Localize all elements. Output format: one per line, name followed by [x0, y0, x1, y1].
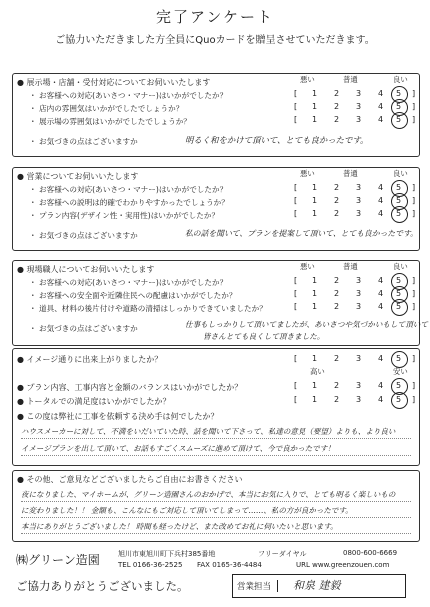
question: ● トータルでの満足度はいかがでしたか？ [17, 397, 171, 406]
question: ・ お客様への対応(あいさつ・マナー)はいかがでしたか？ [29, 185, 228, 194]
rating-option-1: 1 [312, 302, 318, 311]
question: ・ お客様への対応(あいさつ・マナー)はいかがでしたか？ [29, 278, 228, 287]
rating-option-5: 5 [396, 115, 402, 124]
comment-label: ・ お気づきの点はございますか [29, 137, 138, 146]
answer-line [21, 517, 411, 518]
rating-option-5: 5 [396, 196, 402, 205]
bracket-open: [ [294, 302, 298, 311]
bracket-open: [ [294, 102, 298, 111]
bracket-close: ] [412, 183, 416, 192]
scale-label-bad: 悪い [300, 169, 315, 178]
scale-label-good: 良い [393, 262, 408, 271]
question: ・ 店内の雰囲気はいかがでしたでしょうか？ [29, 104, 184, 113]
bracket-open: [ [294, 183, 298, 192]
rating-option-1: 1 [312, 89, 318, 98]
question: ・ お客様への安全面や近隣住民への配慮はいかがでしたか？ [29, 291, 237, 300]
rating-selected-circle [391, 206, 408, 223]
section-free-comment [12, 470, 420, 542]
bracket-open: [ [294, 115, 298, 124]
bracket-open: [ [294, 289, 298, 298]
rating-option-5: 5 [396, 209, 402, 218]
rating-option-2: 2 [334, 289, 340, 298]
rating-option-5: 5 [396, 381, 402, 390]
rating-option-2: 2 [334, 89, 340, 98]
question: ● プラン内容、工事内容と金額のバランスはいかがでしたか？ [17, 383, 243, 392]
bracket-open: [ [294, 276, 298, 285]
question: ・ 展示場の雰囲気はいかがでしたでしょうか？ [29, 117, 191, 126]
answer-line [21, 533, 411, 534]
rating-option-1: 1 [312, 354, 318, 363]
staff-label: 営業担当 [237, 580, 278, 592]
sales-staff-box [232, 574, 406, 598]
rating-option-3: 3 [356, 209, 362, 218]
handwritten-comment: 私の話を聞いて、プランを提案して頂いて、とても良かったです。 [185, 229, 418, 238]
rating-option-4: 4 [378, 289, 384, 298]
scale-label-normal: 普通 [343, 169, 358, 178]
comment-label: ・ お気づきの点はございますか [29, 231, 138, 240]
rating-selected-circle [391, 392, 408, 409]
thanks-message: ご協力ありがとうございました。 [16, 579, 189, 593]
bracket-close: ] [412, 381, 416, 390]
rating-option-4: 4 [378, 209, 384, 218]
bracket-open: [ [294, 209, 298, 218]
section-heading: ● 展示場・店舗・受付対応についてお伺いいたします [17, 78, 211, 87]
rating-selected-circle [391, 299, 408, 316]
scale-label-normal: 普通 [343, 75, 358, 84]
rating-option-3: 3 [356, 183, 362, 192]
section-heading: ● 営業についてお伺いいたします [17, 172, 139, 181]
rating-option-3: 3 [356, 115, 362, 124]
rating-option-5: 5 [396, 395, 402, 404]
rating-option-1: 1 [312, 209, 318, 218]
scale-label-normal: 普通 [343, 262, 358, 271]
rating-option-2: 2 [334, 115, 340, 124]
bracket-close: ] [412, 276, 416, 285]
rating-option-4: 4 [378, 395, 384, 404]
rating-option-3: 3 [356, 102, 362, 111]
company-logo: ㈱グリーン造園 [16, 553, 100, 567]
question: ・ お客様への対応(あいさつ・マナー)はいかがでしたか？ [29, 91, 228, 100]
rating-option-4: 4 [378, 381, 384, 390]
answer-line [21, 455, 411, 456]
bracket-close: ] [412, 89, 416, 98]
rating-option-1: 1 [312, 276, 318, 285]
rating-option-2: 2 [334, 276, 340, 285]
rating-option-4: 4 [378, 89, 384, 98]
scale-label-bad: 悪い [300, 262, 315, 271]
rating-option-5: 5 [396, 289, 402, 298]
rating-option-4: 4 [378, 183, 384, 192]
rating-option-3: 3 [356, 276, 362, 285]
bracket-open: [ [294, 354, 298, 363]
scale-label-cheap: 安い [393, 367, 408, 376]
handwritten-comment: 明るく和をかけて頂いて、とても良かったです。 [185, 135, 369, 145]
rating-option-1: 1 [312, 115, 318, 124]
bracket-open: [ [294, 196, 298, 205]
rating-option-2: 2 [334, 102, 340, 111]
bracket-open: [ [294, 381, 298, 390]
bracket-close: ] [412, 102, 416, 111]
handwritten-answer: イメージプランを出して頂いて、お話もすごくスムーズに進めて頂けて、今で良かったです！ [21, 444, 335, 453]
rating-option-1: 1 [312, 395, 318, 404]
answer-line [21, 438, 411, 439]
rating-option-4: 4 [378, 115, 384, 124]
staff-name: 和泉 建毅 [293, 579, 341, 592]
section-overall [12, 348, 420, 466]
bracket-close: ] [412, 395, 416, 404]
rating-selected-circle [391, 112, 408, 129]
rating-option-5: 5 [396, 183, 402, 192]
bracket-close: ] [412, 115, 416, 124]
handwritten-comment: 仕事もしっかりして頂いてましたが、あいさつや気づかいもして頂いて [185, 320, 428, 329]
rating-option-5: 5 [396, 354, 402, 363]
company-tel: TEL 0166-36-2525 [118, 561, 183, 569]
handwritten-comment: 本当にありがとうございました！ 時間も経ったけど、また改めてお礼に伺いたいと思います。 [21, 522, 338, 531]
rating-option-2: 2 [334, 381, 340, 390]
rating-option-2: 2 [334, 354, 340, 363]
rating-option-2: 2 [334, 395, 340, 404]
handwritten-comment: 皆さんとても良くして頂きました。 [203, 332, 325, 341]
scale-label-good: 良い [393, 75, 408, 84]
rating-option-5: 5 [396, 102, 402, 111]
rating-option-3: 3 [356, 381, 362, 390]
section-heading: ● 現場職人についてお伺いいたします [17, 265, 155, 274]
company-fax: FAX 0165-36-4484 [197, 561, 262, 569]
handwritten-answer: ハウスメーカーに対して、不満をいだいていた時、話を聞いて下さって、私達の意見（要望）よりも、より良い [21, 427, 396, 436]
scale-label-good: 良い [393, 169, 408, 178]
rating-option-3: 3 [356, 395, 362, 404]
company-address: 旭川市東旭川町下兵村385番地 [118, 550, 216, 558]
survey-title: 完了アンケート [155, 8, 275, 26]
freedial-label: フリーダイヤル [258, 550, 307, 558]
question: ・ お客様への説明は的確でわかりやすかったでしょうか？ [29, 198, 229, 207]
rating-selected-circle [391, 351, 408, 368]
handwritten-comment: に変わりました！！ 金額も、こんなにもご対応して頂いてしまって……、私の方が良かったです。 [21, 506, 353, 515]
rating-option-4: 4 [378, 102, 384, 111]
rating-option-1: 1 [312, 102, 318, 111]
rating-option-3: 3 [356, 89, 362, 98]
rating-option-4: 4 [378, 196, 384, 205]
bracket-close: ] [412, 302, 416, 311]
rating-option-1: 1 [312, 381, 318, 390]
rating-option-4: 4 [378, 276, 384, 285]
scale-label-high: 高い [310, 367, 325, 376]
rating-option-3: 3 [356, 354, 362, 363]
survey-subtitle: ご協力いただきました方全員にQuoカードを贈呈させていただきます。 [55, 35, 375, 46]
rating-option-1: 1 [312, 183, 318, 192]
bracket-open: [ [294, 395, 298, 404]
section-heading: ● その他、ご意見などございましたらご自由にお書きください [17, 475, 243, 484]
comment-label: ・ お気づきの点はございますか [29, 324, 138, 333]
bracket-close: ] [412, 354, 416, 363]
rating-option-2: 2 [334, 183, 340, 192]
bracket-close: ] [412, 196, 416, 205]
rating-option-4: 4 [378, 302, 384, 311]
question: ・ プラン内容(デザイン性・実用性)はいかがでしたか？ [29, 211, 220, 220]
freedial-number: 0800-600-6669 [343, 549, 398, 557]
bracket-open: [ [294, 89, 298, 98]
question: ● この度は弊社に工事を依頼する決め手は何でしたか？ [17, 412, 219, 421]
rating-option-3: 3 [356, 302, 362, 311]
rating-option-2: 2 [334, 209, 340, 218]
rating-option-2: 2 [334, 302, 340, 311]
rating-option-5: 5 [396, 302, 402, 311]
rating-option-1: 1 [312, 289, 318, 298]
rating-option-3: 3 [356, 196, 362, 205]
rating-option-2: 2 [334, 196, 340, 205]
handwritten-comment: 夜になりました、マイホームが、グリーン造園さんのおかげで、本当にお気に入りで、とても明るく楽しいもの [21, 490, 396, 499]
bracket-close: ] [412, 289, 416, 298]
rating-option-1: 1 [312, 196, 318, 205]
rating-option-5: 5 [396, 276, 402, 285]
company-url: URL www.greenzouen.com [296, 561, 390, 569]
question: ・ 道具、材料の後片付けや道路の清掃はしっかりできていましたか？ [29, 304, 267, 313]
question: ● イメージ通りに出来上がりましたか？ [17, 355, 163, 364]
scale-label-bad: 悪い [300, 75, 315, 84]
bracket-close: ] [412, 209, 416, 218]
rating-option-4: 4 [378, 354, 384, 363]
answer-line [21, 501, 411, 502]
rating-option-5: 5 [396, 89, 402, 98]
rating-option-3: 3 [356, 289, 362, 298]
